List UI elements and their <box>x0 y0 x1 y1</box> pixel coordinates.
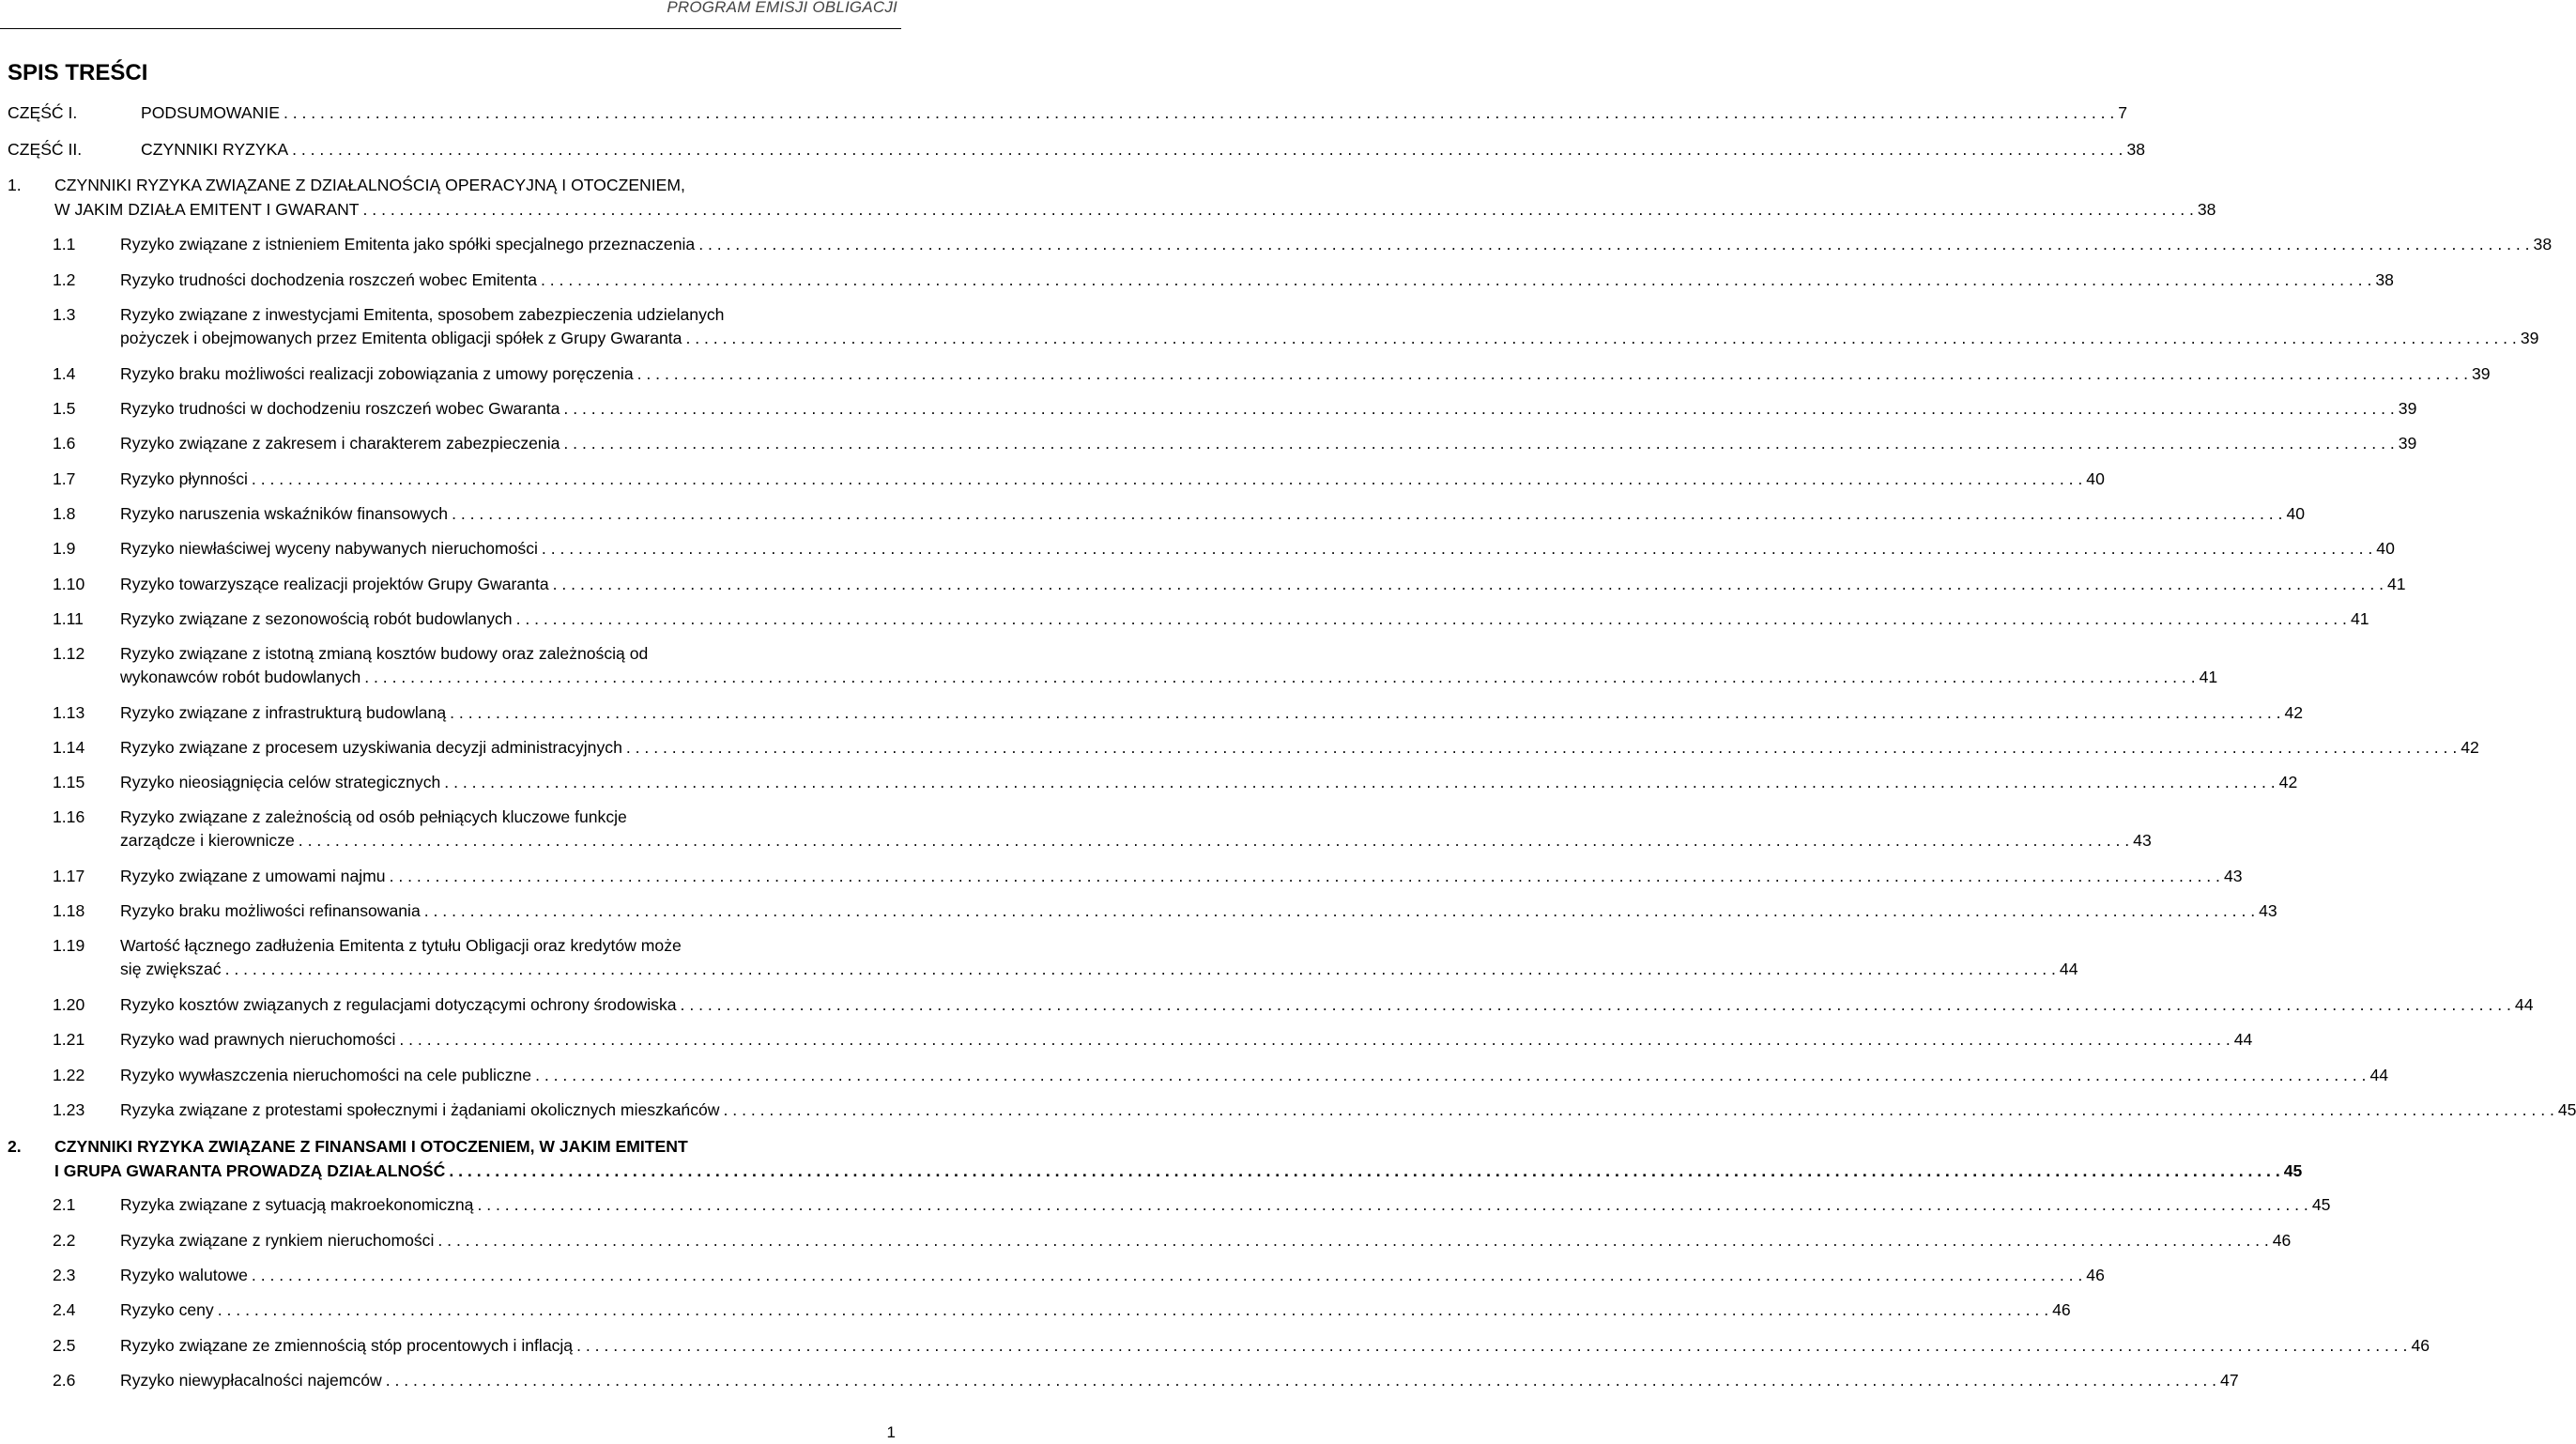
toc-part-1-text: PODSUMOWANIE <box>141 103 280 122</box>
toc-entry-2-1 <box>53 1192 2331 1217</box>
toc-entry-1-2 <box>53 268 2394 292</box>
toc-entry-1-21-page: 44 <box>2233 1030 2253 1049</box>
toc-entry-1-18-page: 43 <box>2259 901 2277 920</box>
toc-entry-1-11-text: Ryzyko związane z sezonowością robót budowlanych <box>120 609 513 628</box>
toc-entry-1-10-dot-leader: . . . . . . . . . . . . . . . . . . . . . . . . . . . . . . . . . . . . . . . . . . . . . . . . . . . . . . . . . . . . . . . . . . . . . . . . . . . . . . . . . . . . . . . . . . . . . . . . . . . . . . . . . . . . . . . . . . . . . . . . . . . . . . . . . . . . . . . . . . . . . . . . . . . . . . . . . . . . . . . . . . . . . . . . . . . . . . . . . . . . . . . . . . . . . . . . . . . . . . . . <box>552 575 2384 593</box>
toc-entry-1-7-number: 1.7 <box>53 469 76 488</box>
toc-entry-1-3-cont-leader <box>120 326 2539 350</box>
toc-entry-1-17 <box>53 864 2243 888</box>
toc-entry-1-11 <box>53 607 2369 631</box>
toc-entry-1-9 <box>53 536 2395 561</box>
toc-entry-1-8-page: 40 <box>2286 504 2306 523</box>
toc-entry-1-1-number: 1.1 <box>53 235 76 253</box>
toc-part-2-dot-leader: . . . . . . . . . . . . . . . . . . . . . . . . . . . . . . . . . . . . . . . . . . . . . . . . . . . . . . . . . . . . . . . . . . . . . . . . . . . . . . . . . . . . . . . . . . . . . . . . . . . . . . . . . . . . . . . . . . . . . . . . . . . . . . . . . . . . . . . . . . . . . . . . . . . . . . . . . . . . . . . . . . . . . . . . . . . . . . . . . . . . . . . . . . . . . . . . . . . . . . . . <box>292 140 2124 159</box>
toc-part-2-number: CZĘŚĆ II. <box>8 140 83 159</box>
toc-entry-1-19-cont-leader <box>120 957 2078 981</box>
toc-entry-1-5-dot-leader: . . . . . . . . . . . . . . . . . . . . . . . . . . . . . . . . . . . . . . . . . . . . . . . . . . . . . . . . . . . . . . . . . . . . . . . . . . . . . . . . . . . . . . . . . . . . . . . . . . . . . . . . . . . . . . . . . . . . . . . . . . . . . . . . . . . . . . . . . . . . . . . . . . . . . . . . . . . . . . . . . . . . . . . . . . . . . . . . . . . . . . . . . . . . . . . . . . . . . . . . <box>563 399 2395 418</box>
toc-entry-1-16-cont <box>53 828 2152 853</box>
toc-section-1-number: 1. <box>8 176 22 194</box>
toc-entry-1-19 <box>53 933 851 958</box>
toc-entry-1-1-text: Ryzyko związane z istnieniem Emitenta jako spółki specjalnego przeznaczenia <box>120 235 696 253</box>
toc-entry-1-10-page: 41 <box>2386 575 2406 593</box>
toc-entry-1-7-page: 40 <box>2086 469 2105 488</box>
toc-entry-1-3-cont <box>53 326 2539 350</box>
toc-entry-1-18-leader <box>120 899 2277 923</box>
toc-entry-1-12 <box>53 641 851 666</box>
toc-entry-1-13-text: Ryzyko związane z infrastrukturą budowlaną <box>120 703 447 722</box>
toc-entry-1-15-number: 1.15 <box>53 773 85 791</box>
toc-entry-1-13-dot-leader: . . . . . . . . . . . . . . . . . . . . . . . . . . . . . . . . . . . . . . . . . . . . . . . . . . . . . . . . . . . . . . . . . . . . . . . . . . . . . . . . . . . . . . . . . . . . . . . . . . . . . . . . . . . . . . . . . . . . . . . . . . . . . . . . . . . . . . . . . . . . . . . . . . . . . . . . . . . . . . . . . . . . . . . . . . . . . . . . . . . . . . . . . . . . . . . . . . . . . . . . <box>450 703 2281 722</box>
toc-entry-1-21 <box>53 1027 2253 1052</box>
toc-entry-1-3 <box>53 302 851 327</box>
toc-entry-2-2-text: Ryzyka związane z rynkiem nieruchomości <box>120 1231 435 1250</box>
toc-entry-1-21-dot-leader: . . . . . . . . . . . . . . . . . . . . . . . . . . . . . . . . . . . . . . . . . . . . . . . . . . . . . . . . . . . . . . . . . . . . . . . . . . . . . . . . . . . . . . . . . . . . . . . . . . . . . . . . . . . . . . . . . . . . . . . . . . . . . . . . . . . . . . . . . . . . . . . . . . . . . . . . . . . . . . . . . . . . . . . . . . . . . . . . . . . . . . . . . . . . . . . . . . . . . . . . <box>399 1030 2231 1049</box>
toc-entry-1-16-cont-page: 43 <box>2133 831 2152 850</box>
toc-section-2-cont-text: I GRUPA GWARANTA PROWADZĄ DZIAŁALNOŚĆ <box>54 1161 446 1180</box>
toc-part-1-page: 7 <box>2118 103 2128 122</box>
toc-entry-1-3-cont-page: 39 <box>2520 329 2539 347</box>
toc-entry-1-16-cont-text: zarządcze i kierownicze <box>120 831 295 850</box>
toc-entry-2-3-dot-leader: . . . . . . . . . . . . . . . . . . . . . . . . . . . . . . . . . . . . . . . . . . . . . . . . . . . . . . . . . . . . . . . . . . . . . . . . . . . . . . . . . . . . . . . . . . . . . . . . . . . . . . . . . . . . . . . . . . . . . . . . . . . . . . . . . . . . . . . . . . . . . . . . . . . . . . . . . . . . . . . . . . . . . . . . . . . . . . . . . . . . . . . . . . . . . . . . . . . . . . . . <box>251 1266 2083 1284</box>
toc-entry-1-16-cont-dot-leader: . . . . . . . . . . . . . . . . . . . . . . . . . . . . . . . . . . . . . . . . . . . . . . . . . . . . . . . . . . . . . . . . . . . . . . . . . . . . . . . . . . . . . . . . . . . . . . . . . . . . . . . . . . . . . . . . . . . . . . . . . . . . . . . . . . . . . . . . . . . . . . . . . . . . . . . . . . . . . . . . . . . . . . . . . . . . . . . . . . . . . . . . . . . . . . . . . . . . . . . . <box>298 831 2130 850</box>
toc-entry-1-7-leader <box>120 467 2105 491</box>
toc-entry-1-11-leader <box>120 607 2369 631</box>
toc-entry-1-20-text: Ryzyko kosztów związanych z regulacjami dotyczącymi ochrony środowiska <box>120 995 677 1014</box>
toc-section-1-cont <box>8 197 2216 222</box>
toc-entry-1-1-page: 38 <box>2533 235 2553 253</box>
toc-entry-1-10-number: 1.10 <box>53 575 85 593</box>
toc-entry-1-4-leader <box>120 361 2491 386</box>
toc-section-1-cont-text: W JAKIM DZIAŁA EMITENT I GWARANT <box>54 200 360 219</box>
toc-entry-1-18-dot-leader: . . . . . . . . . . . . . . . . . . . . . . . . . . . . . . . . . . . . . . . . . . . . . . . . . . . . . . . . . . . . . . . . . . . . . . . . . . . . . . . . . . . . . . . . . . . . . . . . . . . . . . . . . . . . . . . . . . . . . . . . . . . . . . . . . . . . . . . . . . . . . . . . . . . . . . . . . . . . . . . . . . . . . . . . . . . . . . . . . . . . . . . . . . . . . . . . . . . . . . . . <box>423 901 2256 920</box>
toc-entry-2-3-page: 46 <box>2086 1266 2105 1284</box>
toc-entry-1-15-text: Ryzyko nieosiągnięcia celów strategicznych <box>120 773 441 791</box>
toc-entry-1-8-dot-leader: . . . . . . . . . . . . . . . . . . . . . . . . . . . . . . . . . . . . . . . . . . . . . . . . . . . . . . . . . . . . . . . . . . . . . . . . . . . . . . . . . . . . . . . . . . . . . . . . . . . . . . . . . . . . . . . . . . . . . . . . . . . . . . . . . . . . . . . . . . . . . . . . . . . . . . . . . . . . . . . . . . . . . . . . . . . . . . . . . . . . . . . . . . . . . . . . . . . . . . . . <box>452 504 2283 523</box>
toc-entry-2-6-text: Ryzyko niewypłacalności najemców <box>120 1371 382 1390</box>
toc-entry-2-4-page: 46 <box>2052 1300 2071 1319</box>
toc-entry-1-6-text: Ryzyko związane z zakresem i charakterem zabezpieczenia <box>120 434 560 453</box>
toc-entry-1-2-dot-leader: . . . . . . . . . . . . . . . . . . . . . . . . . . . . . . . . . . . . . . . . . . . . . . . . . . . . . . . . . . . . . . . . . . . . . . . . . . . . . . . . . . . . . . . . . . . . . . . . . . . . . . . . . . . . . . . . . . . . . . . . . . . . . . . . . . . . . . . . . . . . . . . . . . . . . . . . . . . . . . . . . . . . . . . . . . . . . . . . . . . . . . . . . . . . . . . . . . . . . . . . <box>540 270 2372 289</box>
toc-entry-1-13-page: 42 <box>2284 703 2304 722</box>
toc-entry-2-6-number: 2.6 <box>53 1371 76 1390</box>
toc-entry-1-23 <box>53 1098 2576 1122</box>
toc-section-2-text: CZYNNIKI RYZYKA ZWIĄZANE Z FINANSAMI I OTOCZENIEM, W JAKIM EMITENT <box>54 1137 688 1156</box>
toc-entry-1-23-number: 1.23 <box>53 1100 85 1119</box>
toc-entry-2-3-leader <box>120 1263 2105 1287</box>
toc-entry-1-22-dot-leader: . . . . . . . . . . . . . . . . . . . . . . . . . . . . . . . . . . . . . . . . . . . . . . . . . . . . . . . . . . . . . . . . . . . . . . . . . . . . . . . . . . . . . . . . . . . . . . . . . . . . . . . . . . . . . . . . . . . . . . . . . . . . . . . . . . . . . . . . . . . . . . . . . . . . . . . . . . . . . . . . . . . . . . . . . . . . . . . . . . . . . . . . . . . . . . . . . . . . . . . . <box>535 1066 2367 1084</box>
toc-entry-1-4-dot-leader: . . . . . . . . . . . . . . . . . . . . . . . . . . . . . . . . . . . . . . . . . . . . . . . . . . . . . . . . . . . . . . . . . . . . . . . . . . . . . . . . . . . . . . . . . . . . . . . . . . . . . . . . . . . . . . . . . . . . . . . . . . . . . . . . . . . . . . . . . . . . . . . . . . . . . . . . . . . . . . . . . . . . . . . . . . . . . . . . . . . . . . . . . . . . . . . . . . . . . . . . <box>636 364 2468 383</box>
toc-entry-1-12-cont-page: 41 <box>2199 668 2218 686</box>
toc-entry-2-3 <box>53 1263 2105 1287</box>
toc-section-2-cont-leader <box>54 1159 2303 1183</box>
toc-entry-1-6 <box>53 431 2417 455</box>
toc-entry-1-5-text: Ryzyko trudności w dochodzeniu roszczeń wobec Gwaranta <box>120 399 560 418</box>
page-number: 1 <box>886 1423 896 1441</box>
toc-section-2-number: 2. <box>8 1137 22 1156</box>
toc-entry-1-1-dot-leader: . . . . . . . . . . . . . . . . . . . . . . . . . . . . . . . . . . . . . . . . . . . . . . . . . . . . . . . . . . . . . . . . . . . . . . . . . . . . . . . . . . . . . . . . . . . . . . . . . . . . . . . . . . . . . . . . . . . . . . . . . . . . . . . . . . . . . . . . . . . . . . . . . . . . . . . . . . . . . . . . . . . . . . . . . . . . . . . . . . . . . . . . . . . . . . . . . . . . . . . . <box>698 235 2530 253</box>
toc-entry-1-16-text: Ryzyko związane z zależnością od osób pełniących kluczowe funkcje <box>120 807 627 826</box>
toc-part-1-dot-leader: . . . . . . . . . . . . . . . . . . . . . . . . . . . . . . . . . . . . . . . . . . . . . . . . . . . . . . . . . . . . . . . . . . . . . . . . . . . . . . . . . . . . . . . . . . . . . . . . . . . . . . . . . . . . . . . . . . . . . . . . . . . . . . . . . . . . . . . . . . . . . . . . . . . . . . . . . . . . . . . . . . . . . . . . . . . . . . . . . . . . . . . . . . . . . . . . . . . . . . . . <box>283 103 2115 122</box>
toc-section-1-cont-leader <box>54 197 2216 222</box>
toc-entry-1-22 <box>53 1063 2389 1087</box>
toc-section-1-text: CZYNNIKI RYZYKA ZWIĄZANE Z DZIAŁALNOŚCIĄ OPERACYJNĄ I OTOCZENIEM, <box>54 176 685 194</box>
toc-entry-1-15-dot-leader: . . . . . . . . . . . . . . . . . . . . . . . . . . . . . . . . . . . . . . . . . . . . . . . . . . . . . . . . . . . . . . . . . . . . . . . . . . . . . . . . . . . . . . . . . . . . . . . . . . . . . . . . . . . . . . . . . . . . . . . . . . . . . . . . . . . . . . . . . . . . . . . . . . . . . . . . . . . . . . . . . . . . . . . . . . . . . . . . . . . . . . . . . . . . . . . . . . . . . . . . <box>444 773 2276 791</box>
toc-entry-2-5-number: 2.5 <box>53 1336 76 1355</box>
toc-part-2-page: 38 <box>2126 140 2146 159</box>
toc-section-2 <box>8 1134 851 1159</box>
toc-entry-2-4-dot-leader: . . . . . . . . . . . . . . . . . . . . . . . . . . . . . . . . . . . . . . . . . . . . . . . . . . . . . . . . . . . . . . . . . . . . . . . . . . . . . . . . . . . . . . . . . . . . . . . . . . . . . . . . . . . . . . . . . . . . . . . . . . . . . . . . . . . . . . . . . . . . . . . . . . . . . . . . . . . . . . . . . . . . . . . . . . . . . . . . . . . . . . . . . . . . . . . . . . . . . . . . <box>217 1300 2049 1319</box>
toc-entry-1-3-number: 1.3 <box>53 305 76 324</box>
toc-entry-1-21-text: Ryzyko wad prawnych nieruchomości <box>120 1030 396 1049</box>
header-rule <box>0 28 901 29</box>
toc-entry-1-3-cont-text: pożyczek i obejmowanych przez Emitenta obligacji spółek z Grupy Gwaranta <box>120 329 682 347</box>
toc-entry-1-15-page: 42 <box>2278 773 2298 791</box>
toc-entry-1-11-number: 1.11 <box>53 609 84 628</box>
toc-entry-2-2 <box>53 1228 2292 1252</box>
toc-entry-1-22-text: Ryzyko wywłaszczenia nieruchomości na cele publiczne <box>120 1066 532 1084</box>
toc-entry-1-21-leader <box>120 1027 2253 1052</box>
toc-title: SPIS TREŚCI <box>8 60 148 85</box>
toc-part-1-leader <box>141 100 2128 125</box>
toc-entry-1-19-text: Wartość łącznego zadłużenia Emitenta z tytułu Obligacji oraz kredytów może <box>120 936 682 955</box>
toc-entry-2-5-dot-leader: . . . . . . . . . . . . . . . . . . . . . . . . . . . . . . . . . . . . . . . . . . . . . . . . . . . . . . . . . . . . . . . . . . . . . . . . . . . . . . . . . . . . . . . . . . . . . . . . . . . . . . . . . . . . . . . . . . . . . . . . . . . . . . . . . . . . . . . . . . . . . . . . . . . . . . . . . . . . . . . . . . . . . . . . . . . . . . . . . . . . . . . . . . . . . . . . . . . . . . . . <box>576 1336 2408 1355</box>
toc-entry-1-13 <box>53 700 2304 725</box>
toc-entry-1-1-leader <box>120 232 2553 256</box>
toc-entry-1-20-page: 44 <box>2514 995 2534 1014</box>
toc-entry-1-6-page: 39 <box>2398 434 2417 453</box>
toc-entry-2-5 <box>53 1333 2430 1358</box>
toc-entry-1-4-page: 39 <box>2471 364 2491 383</box>
toc-entry-1-1 <box>53 232 2553 256</box>
toc-entry-1-15 <box>53 770 2298 794</box>
toc-entry-1-17-dot-leader: . . . . . . . . . . . . . . . . . . . . . . . . . . . . . . . . . . . . . . . . . . . . . . . . . . . . . . . . . . . . . . . . . . . . . . . . . . . . . . . . . . . . . . . . . . . . . . . . . . . . . . . . . . . . . . . . . . . . . . . . . . . . . . . . . . . . . . . . . . . . . . . . . . . . . . . . . . . . . . . . . . . . . . . . . . . . . . . . . . . . . . . . . . . . . . . . . . . . . . . . <box>389 867 2220 885</box>
toc-entry-1-12-cont-text: wykonawców robót budowlanych <box>120 668 361 686</box>
toc-entry-1-12-cont <box>53 665 2218 689</box>
toc-entry-1-23-leader <box>120 1098 2576 1122</box>
toc-entry-1-19-cont <box>53 957 2078 981</box>
toc-entry-2-4 <box>53 1298 2071 1322</box>
toc-entry-2-4-text: Ryzyko ceny <box>120 1300 214 1319</box>
toc-entry-1-8-leader <box>120 501 2306 526</box>
toc-section-2-cont <box>8 1159 2303 1183</box>
toc-entry-1-19-cont-page: 44 <box>2059 960 2078 978</box>
toc-entry-1-11-dot-leader: . . . . . . . . . . . . . . . . . . . . . . . . . . . . . . . . . . . . . . . . . . . . . . . . . . . . . . . . . . . . . . . . . . . . . . . . . . . . . . . . . . . . . . . . . . . . . . . . . . . . . . . . . . . . . . . . . . . . . . . . . . . . . . . . . . . . . . . . . . . . . . . . . . . . . . . . . . . . . . . . . . . . . . . . . . . . . . . . . . . . . . . . . . . . . . . . . . . . . . . . <box>515 609 2347 628</box>
toc-entry-1-5-number: 1.5 <box>53 399 76 418</box>
toc-entry-2-1-page: 45 <box>2311 1195 2331 1214</box>
toc-entry-1-9-dot-leader: . . . . . . . . . . . . . . . . . . . . . . . . . . . . . . . . . . . . . . . . . . . . . . . . . . . . . . . . . . . . . . . . . . . . . . . . . . . . . . . . . . . . . . . . . . . . . . . . . . . . . . . . . . . . . . . . . . . . . . . . . . . . . . . . . . . . . . . . . . . . . . . . . . . . . . . . . . . . . . . . . . . . . . . . . . . . . . . . . . . . . . . . . . . . . . . . . . . . . . . . <box>541 539 2373 558</box>
toc-entry-1-14-page: 42 <box>2461 738 2479 757</box>
toc-entry-1-8-text: Ryzyko naruszenia wskaźników finansowych <box>120 504 449 523</box>
toc-entry-2-3-text: Ryzyko walutowe <box>120 1266 248 1284</box>
toc-entry-1-6-leader <box>120 431 2417 455</box>
toc-entry-1-22-page: 44 <box>2369 1066 2389 1084</box>
toc-entry-1-23-page: 45 <box>2557 1100 2576 1119</box>
toc-entry-2-2-leader <box>120 1228 2292 1252</box>
toc-entry-1-9-text: Ryzyko niewłaściwej wyceny nabywanych nieruchomości <box>120 539 538 558</box>
toc-entry-1-6-number: 1.6 <box>53 434 76 453</box>
toc-entry-1-19-cont-text: się zwiększać <box>120 960 222 978</box>
toc-entry-2-1-leader <box>120 1192 2331 1217</box>
toc-entry-1-3-cont-dot-leader: . . . . . . . . . . . . . . . . . . . . . . . . . . . . . . . . . . . . . . . . . . . . . . . . . . . . . . . . . . . . . . . . . . . . . . . . . . . . . . . . . . . . . . . . . . . . . . . . . . . . . . . . . . . . . . . . . . . . . . . . . . . . . . . . . . . . . . . . . . . . . . . . . . . . . . . . . . . . . . . . . . . . . . . . . . . . . . . . . . . . . . . . . . . . . . . . . . . . . . . . <box>685 329 2517 347</box>
toc-entry-1-22-leader <box>120 1063 2389 1087</box>
toc-entry-2-1-number: 2.1 <box>53 1195 76 1214</box>
toc-entry-1-19-number: 1.19 <box>53 936 85 955</box>
toc-entry-1-5 <box>53 396 2417 421</box>
toc-entry-1-2-number: 1.2 <box>53 270 76 289</box>
toc-entry-1-14 <box>53 735 2479 760</box>
toc-entry-2-3-number: 2.3 <box>53 1266 76 1284</box>
toc-entry-1-22-number: 1.22 <box>53 1066 85 1084</box>
toc-entry-1-9-leader <box>120 536 2395 561</box>
toc-entry-1-21-number: 1.21 <box>53 1030 85 1049</box>
toc-entry-2-4-number: 2.4 <box>53 1300 76 1319</box>
toc-entry-1-23-text: Ryzyka związane z protestami społecznymi i żądaniami okolicznych mieszkańców <box>120 1100 720 1119</box>
toc-entry-2-1-text: Ryzyka związane z sytuacją makroekonomiczną <box>120 1195 474 1214</box>
toc-entry-1-23-dot-leader: . . . . . . . . . . . . . . . . . . . . . . . . . . . . . . . . . . . . . . . . . . . . . . . . . . . . . . . . . . . . . . . . . . . . . . . . . . . . . . . . . . . . . . . . . . . . . . . . . . . . . . . . . . . . . . . . . . . . . . . . . . . . . . . . . . . . . . . . . . . . . . . . . . . . . . . . . . . . . . . . . . . . . . . . . . . . . . . . . . . . . . . . . . . . . . . . . . . . . . . . <box>723 1100 2554 1119</box>
toc-entry-1-7-text: Ryzyko płynności <box>120 469 248 488</box>
toc-entry-2-6-leader <box>120 1368 2239 1392</box>
toc-entry-1-12-number: 1.12 <box>53 644 85 663</box>
toc-entry-1-17-text: Ryzyko związane z umowami najmu <box>120 867 386 885</box>
toc-entry-1-15-leader <box>120 770 2298 794</box>
toc-entry-1-18-number: 1.18 <box>53 901 85 920</box>
toc-entry-1-9-number: 1.9 <box>53 539 76 558</box>
toc-section-1 <box>8 173 851 197</box>
toc-part-2-text: CZYNNIKI RYZYKA <box>141 140 289 159</box>
toc-entry-2-5-text: Ryzyko związane ze zmiennością stóp procentowych i inflacją <box>120 1336 574 1355</box>
toc-entry-1-12-cont-leader <box>120 665 2218 689</box>
toc-entry-1-9-page: 40 <box>2376 539 2395 558</box>
toc-entry-1-16-number: 1.16 <box>53 807 85 826</box>
toc-part-2 <box>8 137 2146 161</box>
toc-entry-1-11-page: 41 <box>2350 609 2369 628</box>
toc-entry-1-10-text: Ryzyko towarzyszące realizacji projektów Grupy Gwaranta <box>120 575 549 593</box>
running-header: PROGRAM EMISJI OBLIGACJI <box>667 0 897 16</box>
toc-entry-2-5-leader <box>120 1333 2430 1358</box>
toc-entry-1-2-leader <box>120 268 2394 292</box>
toc-entry-2-2-page: 46 <box>2272 1231 2292 1250</box>
toc-entry-1-17-page: 43 <box>2223 867 2243 885</box>
toc-entry-2-5-page: 46 <box>2411 1336 2430 1355</box>
toc-entry-1-14-dot-leader: . . . . . . . . . . . . . . . . . . . . . . . . . . . . . . . . . . . . . . . . . . . . . . . . . . . . . . . . . . . . . . . . . . . . . . . . . . . . . . . . . . . . . . . . . . . . . . . . . . . . . . . . . . . . . . . . . . . . . . . . . . . . . . . . . . . . . . . . . . . . . . . . . . . . . . . . . . . . . . . . . . . . . . . . . . . . . . . . . . . . . . . . . . . . . . . . . . . . . . . . <box>625 738 2458 757</box>
toc-entry-1-16 <box>53 805 851 829</box>
toc-entry-2-2-number: 2.2 <box>53 1231 76 1250</box>
toc-entry-1-18 <box>53 899 2277 923</box>
toc-section-1-cont-page: 38 <box>2197 200 2216 219</box>
toc-section-1-cont-dot-leader: . . . . . . . . . . . . . . . . . . . . . . . . . . . . . . . . . . . . . . . . . . . . . . . . . . . . . . . . . . . . . . . . . . . . . . . . . . . . . . . . . . . . . . . . . . . . . . . . . . . . . . . . . . . . . . . . . . . . . . . . . . . . . . . . . . . . . . . . . . . . . . . . . . . . . . . . . . . . . . . . . . . . . . . . . . . . . . . . . . . . . . . . . . . . . . . . . . . . . . . . <box>362 200 2194 219</box>
toc-part-2-leader <box>141 137 2146 161</box>
toc-section-2-cont-page: 45 <box>2283 1161 2303 1180</box>
toc-entry-1-2-page: 38 <box>2375 270 2394 289</box>
toc-entry-1-5-leader <box>120 396 2417 421</box>
toc-entry-1-12-cont-dot-leader: . . . . . . . . . . . . . . . . . . . . . . . . . . . . . . . . . . . . . . . . . . . . . . . . . . . . . . . . . . . . . . . . . . . . . . . . . . . . . . . . . . . . . . . . . . . . . . . . . . . . . . . . . . . . . . . . . . . . . . . . . . . . . . . . . . . . . . . . . . . . . . . . . . . . . . . . . . . . . . . . . . . . . . . . . . . . . . . . . . . . . . . . . . . . . . . . . . . . . . . . <box>364 668 2196 686</box>
toc-entry-1-20-leader <box>120 992 2534 1017</box>
toc-entry-1-20 <box>53 992 2534 1017</box>
toc-entry-1-7-dot-leader: . . . . . . . . . . . . . . . . . . . . . . . . . . . . . . . . . . . . . . . . . . . . . . . . . . . . . . . . . . . . . . . . . . . . . . . . . . . . . . . . . . . . . . . . . . . . . . . . . . . . . . . . . . . . . . . . . . . . . . . . . . . . . . . . . . . . . . . . . . . . . . . . . . . . . . . . . . . . . . . . . . . . . . . . . . . . . . . . . . . . . . . . . . . . . . . . . . . . . . . . <box>251 469 2083 488</box>
toc-entry-1-14-leader <box>120 735 2479 760</box>
toc-entry-1-8-number: 1.8 <box>53 504 76 523</box>
toc-entry-1-20-dot-leader: . . . . . . . . . . . . . . . . . . . . . . . . . . . . . . . . . . . . . . . . . . . . . . . . . . . . . . . . . . . . . . . . . . . . . . . . . . . . . . . . . . . . . . . . . . . . . . . . . . . . . . . . . . . . . . . . . . . . . . . . . . . . . . . . . . . . . . . . . . . . . . . . . . . . . . . . . . . . . . . . . . . . . . . . . . . . . . . . . . . . . . . . . . . . . . . . . . . . . . . . <box>680 995 2511 1014</box>
toc-entry-1-4-number: 1.4 <box>53 364 76 383</box>
toc-entry-1-2-text: Ryzyko trudności dochodzenia roszczeń wobec Emitenta <box>120 270 537 289</box>
toc-entry-2-6-dot-leader: . . . . . . . . . . . . . . . . . . . . . . . . . . . . . . . . . . . . . . . . . . . . . . . . . . . . . . . . . . . . . . . . . . . . . . . . . . . . . . . . . . . . . . . . . . . . . . . . . . . . . . . . . . . . . . . . . . . . . . . . . . . . . . . . . . . . . . . . . . . . . . . . . . . . . . . . . . . . . . . . . . . . . . . . . . . . . . . . . . . . . . . . . . . . . . . . . . . . . . . . <box>385 1371 2217 1390</box>
toc-entry-2-6 <box>53 1368 2239 1392</box>
toc-entry-1-3-text: Ryzyko związane z inwestycjami Emitenta, sposobem zabezpieczenia udzielanych <box>120 305 725 324</box>
toc-entry-1-13-leader <box>120 700 2304 725</box>
toc-entry-2-6-page: 47 <box>2220 1371 2239 1390</box>
toc-entry-1-13-number: 1.13 <box>53 703 85 722</box>
toc-entry-1-4-text: Ryzyko braku możliwości realizacji zobowiązania z umowy poręczenia <box>120 364 634 383</box>
toc-entry-1-19-cont-dot-leader: . . . . . . . . . . . . . . . . . . . . . . . . . . . . . . . . . . . . . . . . . . . . . . . . . . . . . . . . . . . . . . . . . . . . . . . . . . . . . . . . . . . . . . . . . . . . . . . . . . . . . . . . . . . . . . . . . . . . . . . . . . . . . . . . . . . . . . . . . . . . . . . . . . . . . . . . . . . . . . . . . . . . . . . . . . . . . . . . . . . . . . . . . . . . . . . . . . . . . . . . <box>224 960 2056 978</box>
toc-entry-2-4-leader <box>120 1298 2071 1322</box>
toc-entry-1-12-text: Ryzyko związane z istotną zmianą kosztów budowy oraz zależnością od <box>120 644 649 663</box>
toc-entry-2-1-dot-leader: . . . . . . . . . . . . . . . . . . . . . . . . . . . . . . . . . . . . . . . . . . . . . . . . . . . . . . . . . . . . . . . . . . . . . . . . . . . . . . . . . . . . . . . . . . . . . . . . . . . . . . . . . . . . . . . . . . . . . . . . . . . . . . . . . . . . . . . . . . . . . . . . . . . . . . . . . . . . . . . . . . . . . . . . . . . . . . . . . . . . . . . . . . . . . . . . . . . . . . . . <box>477 1195 2308 1214</box>
toc-entry-1-10 <box>53 572 2406 596</box>
toc-entry-1-14-text: Ryzyko związane z procesem uzyskiwania decyzji administracyjnych <box>120 738 622 757</box>
toc-entry-1-7 <box>53 467 2105 491</box>
toc-entry-1-6-dot-leader: . . . . . . . . . . . . . . . . . . . . . . . . . . . . . . . . . . . . . . . . . . . . . . . . . . . . . . . . . . . . . . . . . . . . . . . . . . . . . . . . . . . . . . . . . . . . . . . . . . . . . . . . . . . . . . . . . . . . . . . . . . . . . . . . . . . . . . . . . . . . . . . . . . . . . . . . . . . . . . . . . . . . . . . . . . . . . . . . . . . . . . . . . . . . . . . . . . . . . . . . <box>563 434 2395 453</box>
toc-entry-1-5-page: 39 <box>2398 399 2417 418</box>
toc-part-1 <box>8 100 2128 125</box>
toc-entry-1-18-text: Ryzyko braku możliwości refinansowania <box>120 901 421 920</box>
toc-section-2-cont-dot-leader: . . . . . . . . . . . . . . . . . . . . . . . . . . . . . . . . . . . . . . . . . . . . . . . . . . . . . . . . . . . . . . . . . . . . . . . . . . . . . . . . . . . . . . . . . . . . . . . . . . . . . . . . . . . . . . . . . . . . . . . . . . . . . . . . . . . . . . . . . . . . . . . . . . . . . . . . . . . . . . . . . . . . . . . . . . . . . . . . . . . . . . . . . . . . . . . . . . . . . . . . <box>449 1161 2280 1180</box>
toc-entry-1-8 <box>53 501 2306 526</box>
toc-entry-1-14-number: 1.14 <box>53 738 85 757</box>
toc-entry-1-10-leader <box>120 572 2406 596</box>
toc-part-1-number: CZĘŚĆ I. <box>8 103 78 122</box>
toc-entry-1-16-cont-leader <box>120 828 2152 853</box>
toc-entry-2-2-dot-leader: . . . . . . . . . . . . . . . . . . . . . . . . . . . . . . . . . . . . . . . . . . . . . . . . . . . . . . . . . . . . . . . . . . . . . . . . . . . . . . . . . . . . . . . . . . . . . . . . . . . . . . . . . . . . . . . . . . . . . . . . . . . . . . . . . . . . . . . . . . . . . . . . . . . . . . . . . . . . . . . . . . . . . . . . . . . . . . . . . . . . . . . . . . . . . . . . . . . . . . . . <box>437 1231 2269 1250</box>
toc-entry-1-17-leader <box>120 864 2243 888</box>
toc-entry-1-20-number: 1.20 <box>53 995 85 1014</box>
toc-entry-1-4 <box>53 361 2491 386</box>
toc-entry-1-17-number: 1.17 <box>53 867 85 885</box>
